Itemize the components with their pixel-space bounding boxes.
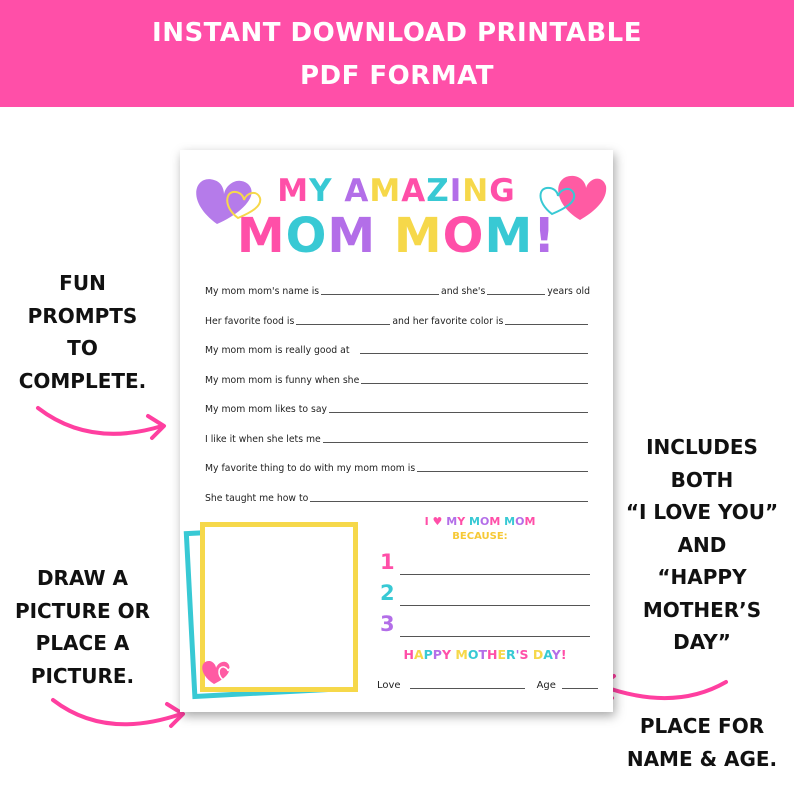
note-line: “HAPPY <box>657 565 747 589</box>
love-title-i: I <box>424 515 429 528</box>
prompt-row <box>205 375 590 386</box>
note-line: COMPLETE. <box>18 368 147 393</box>
blank-line[interactable] <box>296 324 390 325</box>
note-line: PROMPTS <box>27 303 138 328</box>
note-line: PICTURE OR <box>14 598 151 623</box>
note-line: NAME & AGE. <box>626 746 778 771</box>
prompt-label: My favorite thing to do with my mom mom is <box>205 463 416 474</box>
blank-line[interactable] <box>360 353 588 354</box>
reason-number: 3 <box>380 612 395 636</box>
note-line: PLACE A <box>35 631 130 655</box>
prompt-row <box>205 316 590 327</box>
blank-line[interactable] <box>321 294 439 295</box>
note-line: AND <box>677 532 727 557</box>
printable-sheet <box>180 150 613 712</box>
arrow-icon <box>594 668 734 718</box>
note-line: MOTHER’S <box>642 597 762 622</box>
prompt-label: My mom mom is funny when she <box>205 375 360 386</box>
prompt-label: My mom mom is really good at <box>205 345 350 356</box>
reason-line[interactable] <box>400 636 590 637</box>
sheet-title-line-2 <box>180 208 613 264</box>
prompt-label: She taught me how to <box>205 493 309 504</box>
prompt-row <box>205 286 590 297</box>
prompt-row <box>205 404 590 415</box>
title-text: MOM MOM! <box>236 208 557 264</box>
prompt-label: I like it when she lets me <box>205 434 321 445</box>
love-title-rest: MY MOM MOM <box>446 515 536 528</box>
blank-line[interactable] <box>417 471 588 472</box>
left-note-prompts <box>0 267 165 397</box>
happy-text: HAPPY MOTHER'S DAY! <box>403 647 567 662</box>
note-line: TO <box>67 336 98 360</box>
note-line: PICTURE. <box>30 663 135 688</box>
blank-line[interactable] <box>505 324 588 325</box>
banner-title-line-1: INSTANT DOWNLOAD PRINTABLE <box>152 18 642 48</box>
note-line: DRAW A <box>36 566 129 590</box>
age-label: Age <box>536 680 556 691</box>
prompt-label: and her favorite color is <box>392 316 504 327</box>
right-note-includes <box>617 431 787 659</box>
happy-mothers-day <box>380 647 590 662</box>
note-line: BOTH <box>670 467 734 492</box>
heart-icon <box>200 656 240 688</box>
blank-line[interactable] <box>323 442 588 443</box>
prompt-row <box>205 345 590 356</box>
prompt-row <box>205 434 590 445</box>
prompt-row <box>205 493 590 504</box>
reason-number: 1 <box>380 550 395 574</box>
top-banner <box>0 0 794 107</box>
prompt-label: My mom mom likes to say <box>205 404 328 415</box>
arrow-icon <box>45 692 195 742</box>
name-age-footer <box>377 680 600 691</box>
prompt-row <box>205 463 590 474</box>
reason-number: 2 <box>380 581 395 605</box>
banner-title-line-2: PDF FORMAT <box>299 61 495 91</box>
blank-line[interactable] <box>361 383 588 384</box>
note-line: DAY” <box>673 630 731 654</box>
title-text: MY AMAZING <box>277 173 516 209</box>
love-title <box>380 515 580 528</box>
blank-line[interactable] <box>310 501 588 502</box>
sheet-title-line-1 <box>180 173 613 209</box>
reason-line[interactable] <box>400 574 590 575</box>
note-line: “I LOVE YOU” <box>625 500 779 524</box>
prompt-label: My mom mom's name is <box>205 286 320 297</box>
love-because: BECAUSE: <box>452 531 508 542</box>
right-note-name-age <box>617 710 787 775</box>
note-line: INCLUDES <box>646 435 758 459</box>
note-line: PLACE FOR <box>639 714 765 738</box>
heart-icon: ♥ <box>432 515 443 528</box>
age-line[interactable] <box>562 688 598 689</box>
prompt-label: and she's <box>441 286 486 297</box>
blank-line[interactable] <box>487 294 545 295</box>
prompt-label: years old <box>547 286 590 297</box>
left-note-picture <box>0 562 165 692</box>
note-line: FUN <box>59 271 106 295</box>
name-line[interactable] <box>410 688 525 689</box>
blank-line[interactable] <box>329 412 588 413</box>
prompt-label: Her favorite food is <box>205 316 295 327</box>
love-label: Love <box>377 680 401 691</box>
arrow-icon <box>30 400 180 450</box>
reason-line[interactable] <box>400 605 590 606</box>
